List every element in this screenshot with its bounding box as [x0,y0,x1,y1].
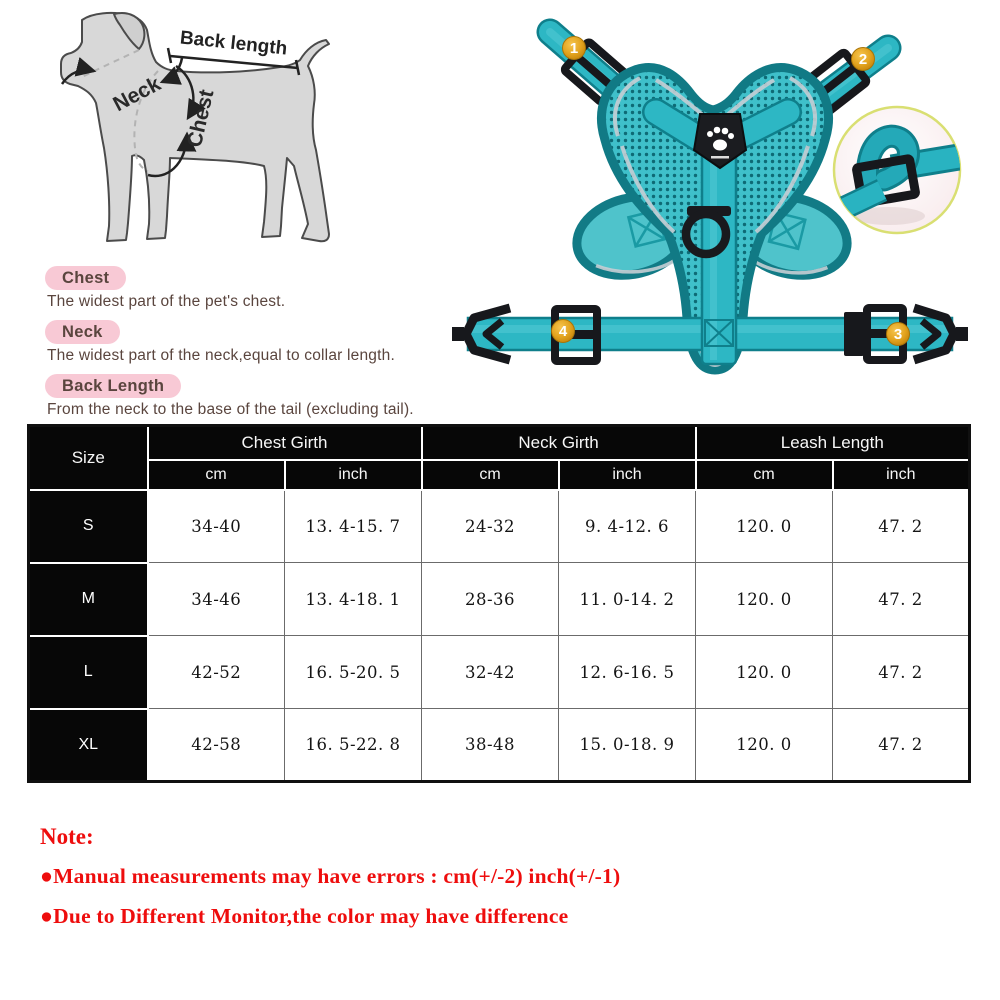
svg-text:3: 3 [893,326,903,343]
neck-label: Neck [109,72,165,117]
table-cell: 47. 2 [833,636,970,709]
size-chart-table [27,424,971,783]
table-cell: 16. 5-22. 8 [285,709,422,782]
table-cell: 42-58 [148,709,285,782]
unit-header: inch [285,460,422,490]
table-cell: 120. 0 [696,490,833,563]
table-row-l [29,636,970,709]
dog-measurement-diagram [40,8,340,263]
note-title: Note: [40,824,94,849]
strap-keeper [844,312,864,356]
table-cell: 11. 0-14. 2 [559,563,696,636]
neck-term-description: The widest part of the neck,equal to collar length. [47,347,395,364]
table-cell: 28-36 [422,563,559,636]
table-cell: 16. 5-20. 5 [285,636,422,709]
back-length-label: Back length [178,27,289,60]
table-cell: 38-48 [422,709,559,782]
table-cell: 32-42 [422,636,559,709]
size-column-header: Size [29,426,148,490]
table-cell: 34-46 [148,563,285,636]
table-cell: 47. 2 [833,709,970,782]
neck-girth-header: Neck Girth [422,426,696,460]
callout-badge-3 [887,323,910,346]
table-cell: 15. 0-18. 9 [559,709,696,782]
chest-term-description: The widest part of the pet's chest. [47,293,286,310]
svg-text:1: 1 [569,40,579,57]
magnifier-inset [834,107,965,233]
chest-label: Chest [182,87,219,150]
svg-text:4: 4 [558,323,568,340]
size-cell: M [29,563,148,636]
table-cell: 42-52 [148,636,285,709]
unit-header: inch [559,460,696,490]
table-cell: 47. 2 [833,563,970,636]
back-length-term-description: From the neck to the base of the tail (excluding tail). [47,401,414,418]
chest-term-pill: Chest [45,266,126,290]
table-row-xl [29,709,970,782]
chest-girth-header: Chest Girth [148,426,422,460]
note-section [40,824,940,944]
unit-header: inch [833,460,970,490]
size-cell: L [29,636,148,709]
harness-product-photo [440,18,1000,403]
definition-back-length [45,374,465,419]
neck-term-pill: Neck [45,320,120,344]
note-item-monitor-color: ●Due to Different Monitor,the color may have difference [40,904,569,928]
unit-header: cm [696,460,833,490]
callout-badge-1 [563,37,586,60]
measurement-definitions [45,266,465,428]
table-cell: 47. 2 [833,490,970,563]
unit-header: cm [422,460,559,490]
table-row-s [29,490,970,563]
definition-chest [45,266,465,311]
note-item-measurement-error: ●Manual measurements may have errors : cm(+/-2) inch(+/-1) [40,864,621,888]
table-cell: 12. 6-16. 5 [559,636,696,709]
size-cell: S [29,490,148,563]
table-cell: 13. 4-15. 7 [285,490,422,563]
unit-header: cm [148,460,285,490]
table-cell: 120. 0 [696,636,833,709]
definition-neck [45,320,465,365]
table-cell: 120. 0 [696,563,833,636]
callout-badge-4 [552,320,575,343]
table-cell: 13. 4-18. 1 [285,563,422,636]
table-row-m [29,563,970,636]
table-cell: 9. 4-12. 6 [559,490,696,563]
leash-length-header: Leash Length [696,426,970,460]
table-cell: 120. 0 [696,709,833,782]
size-cell: XL [29,709,148,782]
table-cell: 34-40 [148,490,285,563]
svg-text:2: 2 [858,51,868,68]
table-cell: 24-32 [422,490,559,563]
back-length-term-pill: Back Length [45,374,181,398]
callout-badge-2 [852,48,875,71]
